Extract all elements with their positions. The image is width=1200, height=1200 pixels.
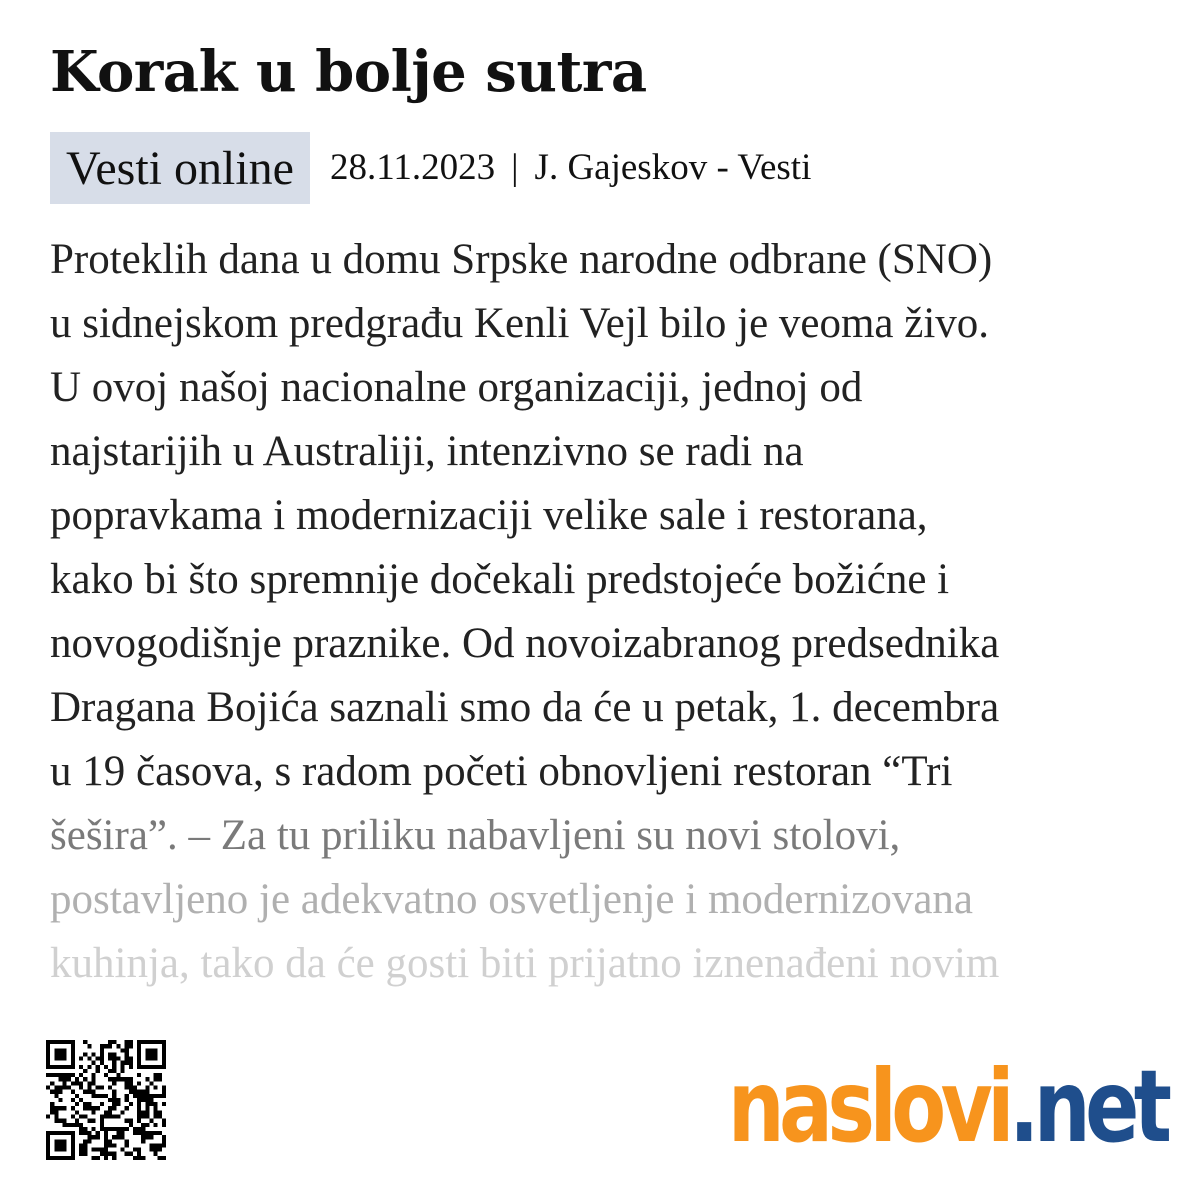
article-body bbox=[50, 228, 1160, 996]
article-line: U ovoj našoj nacionalne organizaciji, jednoj od bbox=[50, 364, 863, 411]
article-line: popravkama i modernizaciji velike sale i restorana, bbox=[50, 492, 928, 539]
article-line: u 19 časova, s radom početi obnovljeni restoran “Tri bbox=[50, 748, 953, 795]
article-line: postavljeno je adekvatno osvetljenje i modernizovana bbox=[50, 876, 974, 923]
article-meta bbox=[50, 132, 1160, 204]
article-title: Korak u bolje sutra bbox=[50, 39, 647, 105]
article-line: u sidnejskom predgrađu Kenli Vejl bilo je veoma živo. bbox=[50, 300, 990, 347]
article-line: kako bi što spremnije dočekali predstojeće božićne i bbox=[50, 556, 950, 603]
logo-part-naslovi: naslovi bbox=[727, 1048, 1009, 1165]
logo-part-net: .net bbox=[1008, 1048, 1166, 1165]
article-line: šešira”. – Za tu priliku nabavljeni su novi stolovi, bbox=[50, 812, 901, 859]
article-line: Dragana Bojića saznali smo da će u petak, 1. decembra bbox=[50, 684, 1000, 731]
naslovi-logo[interactable] bbox=[727, 1048, 1166, 1165]
article-line: Proteklih dana u domu Srpske narodne odbrane (SNO) bbox=[50, 236, 993, 283]
meta-separator: | bbox=[511, 147, 519, 188]
article-author: J. Gajeskov - Vesti bbox=[534, 147, 812, 188]
article-line: najstarijih u Australiji, intenzivno se radi na bbox=[50, 428, 804, 475]
publish-date: 28.11.2023 bbox=[329, 147, 496, 188]
source-badge[interactable]: Vesti online bbox=[50, 132, 310, 204]
article-line: kuhinja, tako da će gosti biti prijatno iznenađeni novim bbox=[50, 940, 1000, 987]
qr-code-icon[interactable] bbox=[46, 1038, 166, 1162]
meta-text bbox=[330, 132, 811, 189]
article-line: novogodišnje praznike. Od novoizabranog predsednika bbox=[50, 620, 1000, 667]
